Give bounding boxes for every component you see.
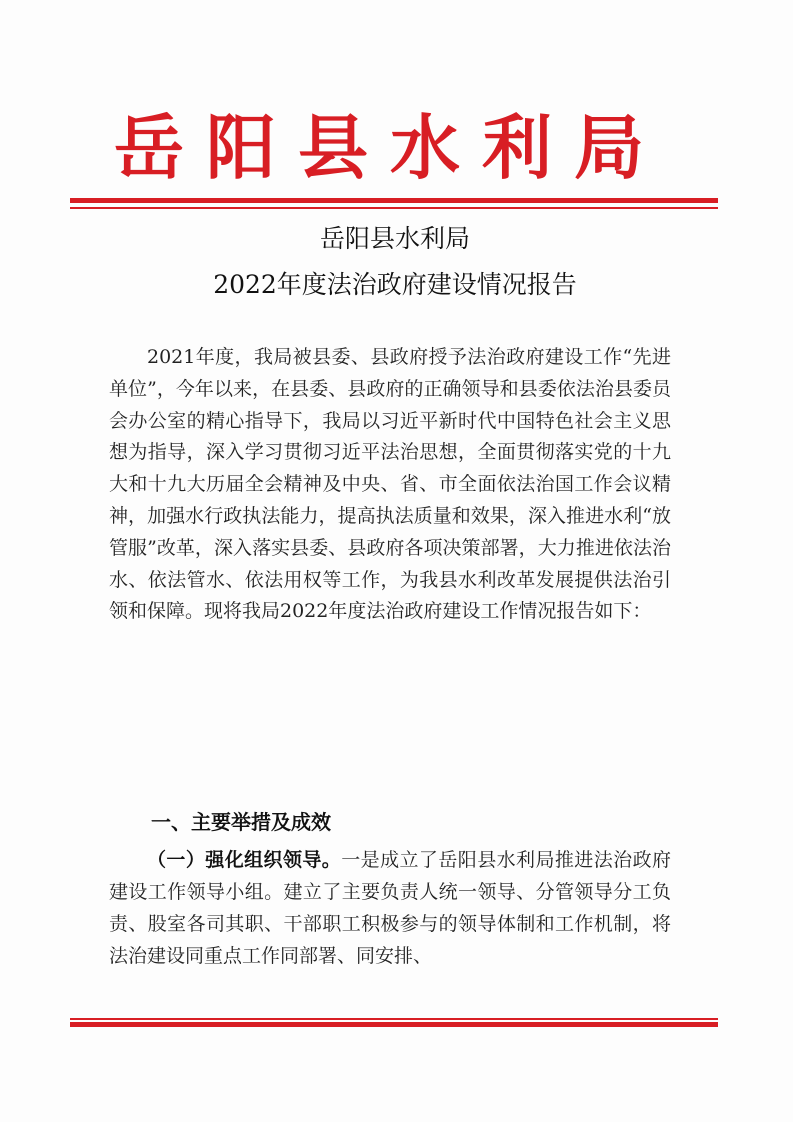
subsection-label: （一）强化组织领导。 [147,849,342,871]
masthead-rule-thin [70,207,718,209]
section-heading: 一、主要举措及成效 [151,810,331,834]
intro-paragraph: 2021年度，我局被县委、县政府授予法治政府建设工作“先进单位”，今年以来，在县委、县政府的正确领导和县委依法治县委员会办公室的精心指导下，我局以习近平新时代中国特色社会主义思想为指导，深入学习贯彻习近平法治思想，全面贯彻落实党的十九大和十九大历届全会精神及中央、省、市全面依法治国工作会议精神，加强水行政执法能力，提高执法质量和效果，深入推进水利“放管服”改革，深入落实县委、县政府各项决策部署，大力推进依法治水、依法管水、依法用权等工作，为我县水利改革发展提供法治引领和保障。现将我局2022年度法治政府建设工作情况报告如下： [109,346,671,623]
footer-rule-thin [70,1018,718,1020]
subsection-text: 一是成立了岳阳县水利局推进法治政府建设工作领导小组。建立了主要负责人统一领导、分管领导分工负责、股室各司其职、干部职工积极参与的领导体制和工作机制，将法治建设同重点工作同部署、同安排、 [109,849,671,967]
report-title-line1: 岳阳县水利局 [319,224,470,253]
footer-rule-thick [70,1022,718,1027]
report-title-line2: 2022年度法治政府建设情况报告 [213,270,577,299]
subsection-paragraph [109,844,671,972]
masthead-title: 岳阳县水利局 [114,106,666,189]
masthead-rule-thick [70,198,718,203]
